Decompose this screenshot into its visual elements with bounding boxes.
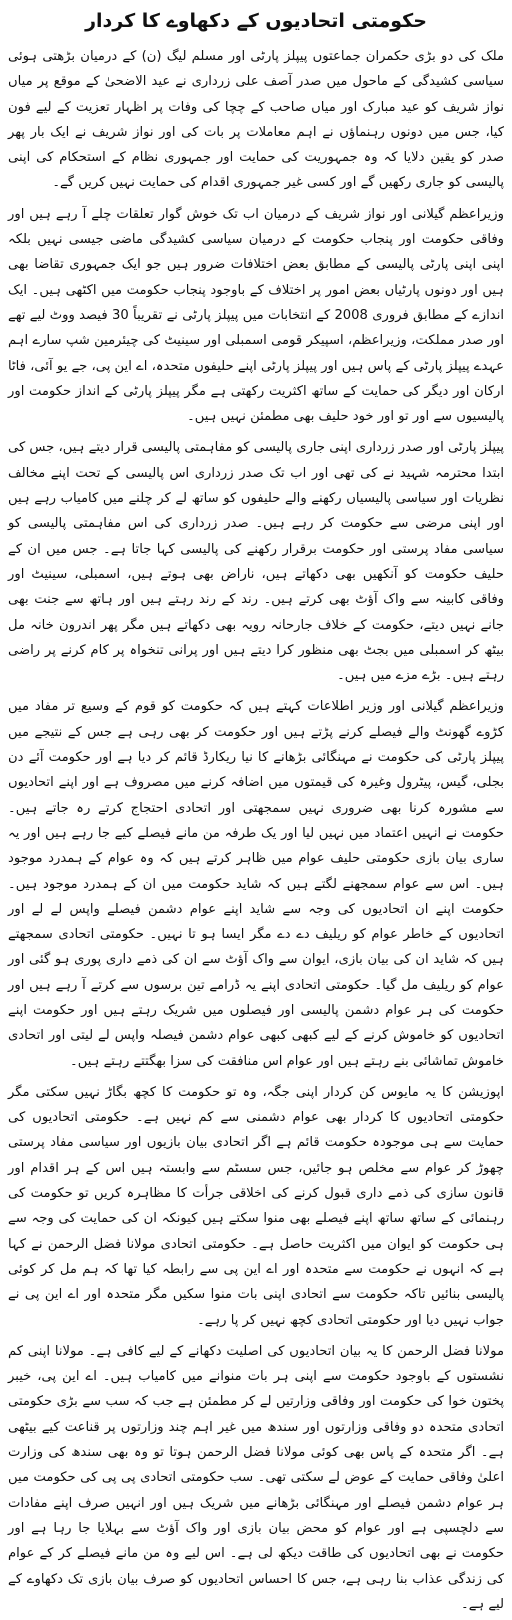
article-body: [8, 44, 504, 1617]
article-paragraph: پیپلز پارٹی اور صدر زرداری اپنی جاری پالیسی کو مفاہمتی پالیسی قرار دیتے ہیں، جس کی ابتدا محترمہ شہید نے کی تھی اور اب تک صدر زرداری اس پالیسی کے تحت اپنے مخالف نظریات اور سیاسی پالیسیاں رکھنے والے حلیفوں کو ساتھ لے کر چلنے میں کامیاب رہے ہیں اور اپنی مرضی سے حکومت کر رہے ہیں۔ صدر زرداری کی اس مفاہمتی پالیسی کو سیاسی مفاد پرستی اور حکومت برقرار رکھنے کی پالیسی کہا جاتا ہے۔ جس میں ان کے حلیف حکومت کو آنکھیں بھی دکھاتے ہیں، ناراض بھی ہوتے ہیں، اسمبلی، سینیٹ اور وفاقی کابینہ سے واک آؤٹ بھی کرتے ہیں۔ رند کے رند رہتے ہیں اور ہاتھ سے جنت بھی جانے نہیں دیتے، حکومت کے خلاف جارحانہ رویہ بھی دکھاتے ہیں مگر پھر اندرون خانہ مل بیٹھ کر اسمبلی میں بجٹ بھی منظور کرا دیتے ہیں اور پرانی تنخواہ پر کام کرنے پر راضی رہتے ہیں۔ بڑے مزے میں ہیں۔: [8, 440, 504, 684]
article-title: حکومتی اتحادیوں کے دکھاوے کا کردار: [85, 10, 427, 32]
article-paragraph: وزیراعظم گیلانی اور نواز شریف کے درمیان اب تک خوش گوار تعلقات چلے آ رہے ہیں اور وفاقی حکومت اور پنجاب حکومت کے درمیان سیاسی کشیدگی ماضی جیسی نہیں بلکہ اپنی اپنی پارٹی پالیسی کے مطابق بعض اختلافات ضرور ہیں جو ایک جمہوری تقاضا بھی ہیں اور دونوں پارٹیاں بعض امور پر اختلاف کے باوجود پنجاب حکومت میں اکٹھی ہیں۔ ایک اندازے کے مطابق فروری 2008 کے انتخابات میں پیپلز پارٹی نے تقریباً 30 فیصد ووٹ لیے تھے اور صدر مملکت، وزیراعظم، اسپیکر قومی اسمبلی اور سینیٹ کی چیئرمین شپ سارے اہم عہدے پیپلز پارٹی کے پاس ہیں اور پیپلز پارٹی اپنے حلیفوں متحدہ، اے این پی، جے یو آئی، فاٹا ارکان اور دیگر کی حمایت کے ساتھ اکثریت رکھتی ہے مگر پیپلز پارٹی کے انداز حکومت اور پالیسیوں سے اور تو اور خود حلیف بھی مطمئن نہیں ہیں۔: [8, 206, 504, 425]
article-paragraph: ملک کی دو بڑی حکمران جماعتوں پیپلز پارٹی اور مسلم لیگ (ن) کے درمیان بڑھتی ہوئی سیاسی کشیدگی کے ماحول میں صدر آصف علی زرداری نے عید الاضحیٰ کے موقع پر میاں نواز شریف کو عید مبارک اور میاں صاحب کے چچا کی وفات پر اظہار تعزیت کے لیے فون کیا، جس میں دونوں رہنماؤں نے اہم معاملات پر بات کی اور نواز شریف نے ایک بار پھر صدر کو یقین دلایا کہ وہ جمہوریت کی حمایت اور جمہوری نظام کے استحکام کی اپنی پالیسی کو جاری رکھیں گے اور کسی غیر جمہوری اقدام کی حمایت نہیں کریں گے۔: [8, 49, 504, 191]
article-paragraph: اپوزیشن کا یہ مایوس کن کردار اپنی جگہ، وہ تو حکومت کا کچھ بگاڑ نہیں سکتی مگر حکومتی اتحادیوں کا کردار بھی عوام دشمنی سے کم نہیں ہے۔ حکومتی اتحادیوں کی حمایت سے ہی موجودہ حکومت قائم ہے اگر اتحادی بیان بازیوں اور سیاسی مفاد پرستی چھوڑ کر عوام سے مخلص ہو جائیں، جس سسٹم سے وابستہ ہیں اس کے ہر اقدام اور قانون سازی کی ذمے داری قبول کرنے کی اخلاقی جرأت کا مظاہرہ کریں تو حکومت کی رہنمائی کے ساتھ ساتھ اپنے فیصلے بھی منوا سکتے ہیں کیونکہ ان کی حمایت کی وجہ سے ہی حکومت کو ایوان میں اکثریت حاصل ہے۔ حکومتی اتحادی مولانا فضل الرحمن نے کہا ہے کہ انہوں نے حکومت سے متحدہ اور اے این پی سے رابطہ کیا تھا کہ ہم مل کر کوئی پالیسی بنائیں تاکہ حکومت سے اتحادی اپنی بات منوا سکیں مگر متحدہ اور اے این پی نے جواب نہیں دیا اور حکومتی اتحادی کچھ نہیں کر پا رہے۔: [8, 1084, 504, 1328]
article-paragraph: مولانا فضل الرحمن کا یہ بیان اتحادیوں کی اصلیت دکھانے کے لیے کافی ہے۔ مولانا اپنی کم نشستوں کے باوجود حکومت سے اپنی ہر بات منوانے میں کامیاب ہیں۔ اے این پی، خیبر پختون خوا کی حکومت اور وفاقی وزارتیں لے کر مطمئن ہے جب کہ سب سے بڑی حکومتی اتحادی متحدہ دو وفاقی وزارتوں اور سندھ میں غیر اہم چند وزارتوں پر قناعت کیے بیٹھی ہے۔ اگر متحدہ کے پاس بھی کوئی مولانا فضل الرحمن ہوتا تو وہ بھی سندھ کی وزارت اعلیٰ وفاقی حمایت کے عوض لے سکتی تھی۔ سب حکومتی اتحادی پی پی کی حکومت میں ہر عوام دشمن فیصلے اور مہنگائی بڑھانے میں شریک ہیں اور انہیں صرف اپنے مفادات سے دلچسپی ہے اور عوام کو محض بیان بازی اور واک آؤٹ سے بہلایا جا رہا ہے اور حکومت نے بھی اتحادیوں کی طاقت دیکھ لی ہے۔ اس لیے وہ من مانے فیصلے کر کے عوام کی زندگی عذاب بنا رہی ہے، جس کا احساس اتحادیوں کو صرف بیان بازی تک دکھاوے کے لیے ہے۔: [8, 1343, 504, 1612]
article-paragraph: وزیراعظم گیلانی اور وزیر اطلاعات کہتے ہیں کہ حکومت کو قوم کے وسیع تر مفاد میں کڑوے گھونٹ والے فیصلے کرنے پڑتے ہیں اور حکومت کر بھی رہی ہے جس کے نتیجے میں پیپلز پارٹی کی حکومت نے مہنگائی بڑھانے کا نیا ریکارڈ قائم کر دیا ہے اور حکومت آئے دن بجلی، گیس، پیٹرول وغیرہ کی قیمتوں میں اضافہ کرنے میں مصروف ہے اور اپنے اتحادیوں سے مشورہ کرنا بھی ضروری نہیں سمجھتی اور اتحادی احتجاج کرتے رہ جاتے ہیں۔ حکومت نے انہیں اعتماد میں نہیں لیا اور یک طرفہ من مانے فیصلے کیے جا رہے ہیں اور یہ ساری بیان بازی حکومتی حلیف عوام میں ظاہر کرتے ہیں کہ وہ عوام کے ہمدرد موجود ہیں۔ اس سے عوام سمجھنے لگتے ہیں کہ شاید حکومت میں ان کے ہمدرد موجود ہیں۔ حکومت اپنے ان اتحادیوں کی وجہ سے شاید اپنے عوام دشمن فیصلے واپس لے لے اور اتحادیوں کے خاطر عوام کو ریلیف دے دے مگر ایسا ہو تا نہیں۔ حکومتی اتحادی سمجھتے ہیں کہ شاید ان کی بیان بازی، ایوان سے واک آؤٹ سے ان کی ذمے داری پوری ہو گئی اور عوام کو ریلیف مل گیا۔ حکومتی اتحادی اپنے یہ ڈرامے تین برسوں سے کرتے آ رہے ہیں اور حکومت کی ہر عوام دشمن پالیسی اور فیصلوں میں شریک رہتے ہیں اور حکومت اپنے اتحادیوں کو خاموش کرنے کے لیے کبھی کبھی عوام دشمن فیصلہ واپس لے لیتی اور اتحادی خاموش تماشائی بنے رہتے ہیں اور عوام اس منافقت کی سزا بھگتتے رہتے ہیں۔: [8, 699, 504, 1069]
